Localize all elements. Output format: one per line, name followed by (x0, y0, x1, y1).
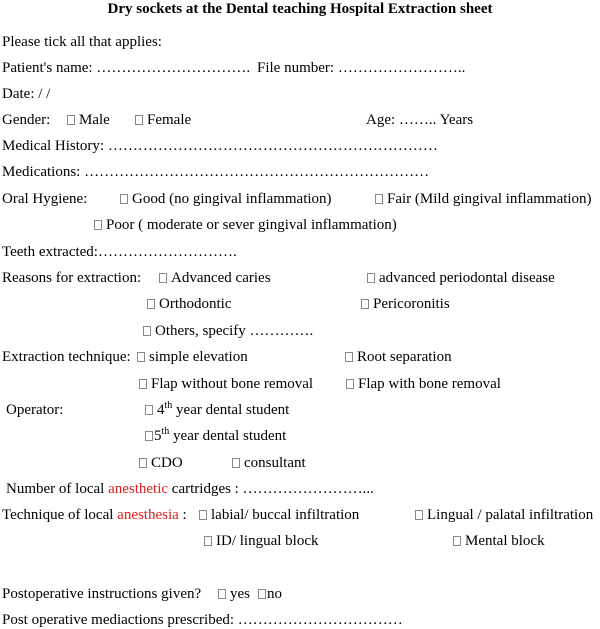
instructions: Please tick all that applies: (2, 34, 162, 50)
oral-hygiene-fair-option[interactable] (375, 190, 592, 208)
option-label: advanced periodontal disease (379, 270, 555, 286)
option-label: ID/ lingual block (216, 533, 319, 549)
option-label: Pericoronitis (373, 296, 450, 312)
file-number-field[interactable]: File number: …………………….. (257, 60, 466, 76)
anesthesia-id-lingual-block-option[interactable] (204, 532, 318, 550)
checkbox-icon[interactable] (145, 405, 153, 415)
oral-hygiene-poor-option[interactable] (94, 216, 397, 234)
option-label: labial/ buccal infiltration (211, 507, 360, 523)
option-label: Advanced caries (171, 270, 271, 286)
anesthesia-technique-label: Technique of local anesthesia : (2, 507, 187, 523)
checkbox-icon[interactable] (135, 115, 143, 125)
operator-5th-year-option[interactable] (145, 427, 286, 445)
technique-root-separation-option[interactable] (345, 348, 452, 366)
reason-advanced-caries-option[interactable] (159, 269, 271, 287)
patient-name-field[interactable]: Patient's name: …………………………. (2, 60, 251, 76)
checkbox-icon[interactable] (143, 326, 151, 336)
postop-instructions-label: Postoperative instructions given? (2, 586, 202, 602)
checkbox-icon[interactable] (120, 194, 128, 204)
option-label: Mental block (465, 533, 545, 549)
option-label: no (267, 586, 282, 602)
teeth-extracted-field[interactable]: Teeth extracted:………………………. (2, 244, 237, 260)
anesthetic-highlight: anesthetic (108, 481, 169, 497)
operator-cdo-option[interactable] (139, 454, 183, 472)
option-label: Others, specify …………. (155, 323, 314, 339)
postop-no-option[interactable] (258, 585, 282, 603)
reason-periodontal-option[interactable] (367, 269, 555, 287)
checkbox-icon[interactable] (145, 431, 153, 441)
medications-field[interactable]: Medications: …………………………………………………………… (2, 164, 430, 180)
checkbox-icon[interactable] (204, 536, 212, 546)
reason-others-option[interactable] (143, 322, 313, 340)
oral-hygiene-label: Oral Hygiene: (2, 191, 88, 207)
anesthesia-mental-block-option[interactable] (453, 532, 545, 550)
option-label: Male (79, 112, 110, 128)
technique-simple-elevation-option[interactable] (137, 348, 248, 366)
option-label: Orthodontic (159, 296, 232, 312)
checkbox-icon[interactable] (232, 458, 240, 468)
option-label: Good (no gingival inflammation) (132, 191, 332, 207)
option-label: yes (230, 586, 250, 602)
option-label: Lingual / palatal infiltration (427, 507, 594, 523)
checkbox-icon[interactable] (367, 273, 375, 283)
option-label: 5th year dental student (154, 426, 287, 444)
oral-hygiene-good-option[interactable] (120, 190, 332, 208)
checkbox-icon[interactable] (346, 379, 354, 389)
gender-male-option[interactable] (67, 111, 110, 129)
option-label: Root separation (357, 349, 452, 365)
anesthesia-lingual-palatal-option[interactable] (415, 506, 593, 524)
gender-label: Gender: (2, 112, 51, 128)
checkbox-icon[interactable] (137, 352, 145, 362)
option-label: 4th year dental student (157, 400, 290, 418)
reason-pericoronitis-option[interactable] (361, 295, 450, 313)
technique-flap-without-bone-option[interactable] (139, 375, 313, 393)
medications-prescribed-field[interactable]: Post operative mediactions prescribed: …………………………… (2, 612, 403, 628)
option-label: Female (147, 112, 192, 128)
postop-yes-option[interactable] (218, 585, 250, 603)
checkbox-icon[interactable] (375, 194, 383, 204)
checkbox-icon[interactable] (361, 299, 369, 309)
anesthesia-labial-buccal-option[interactable] (199, 506, 359, 524)
checkbox-icon[interactable] (199, 510, 207, 520)
checkbox-icon[interactable] (415, 510, 423, 520)
checkbox-icon[interactable] (345, 352, 353, 362)
checkbox-icon[interactable] (258, 589, 266, 599)
reasons-label: Reasons for extraction: (2, 270, 142, 286)
checkbox-icon[interactable] (139, 379, 147, 389)
age-field[interactable]: Age: …….. Years (366, 112, 474, 128)
checkbox-icon[interactable] (94, 220, 102, 230)
option-label: Flap without bone removal (151, 376, 314, 392)
anesthetic-cartridges-field[interactable]: Number of local anesthetic cartridges : ……………………... (6, 481, 374, 497)
operator-label: Operator: (6, 402, 64, 418)
technique-label: Extraction technique: (2, 349, 131, 365)
checkbox-icon[interactable] (67, 115, 75, 125)
anesthesia-highlight: anesthesia (117, 507, 179, 523)
operator-4th-year-option[interactable] (145, 401, 289, 419)
option-label: Poor ( moderate or sever gingival inflammation) (106, 217, 397, 233)
technique-flap-with-bone-option[interactable] (346, 375, 501, 393)
checkbox-icon[interactable] (139, 458, 147, 468)
date-field[interactable]: Date: / / (2, 86, 51, 102)
option-label: consultant (244, 455, 306, 471)
option-label: Fair (Mild gingival inflammation) (387, 191, 592, 207)
option-label: CDO (151, 455, 183, 471)
checkbox-icon[interactable] (159, 273, 167, 283)
page-title: Dry sockets at the Dental teaching Hospital Extraction sheet (107, 1, 493, 17)
checkbox-icon[interactable] (453, 536, 461, 546)
medical-history-field[interactable]: Medical History: ………………………………………………………… (2, 138, 438, 154)
option-label: Flap with bone removal (358, 376, 501, 392)
checkbox-icon[interactable] (147, 299, 155, 309)
checkbox-icon[interactable] (218, 589, 226, 599)
option-label: simple elevation (149, 349, 248, 365)
gender-female-option[interactable] (135, 111, 191, 129)
operator-consultant-option[interactable] (232, 454, 306, 472)
reason-orthodontic-option[interactable] (147, 295, 232, 313)
